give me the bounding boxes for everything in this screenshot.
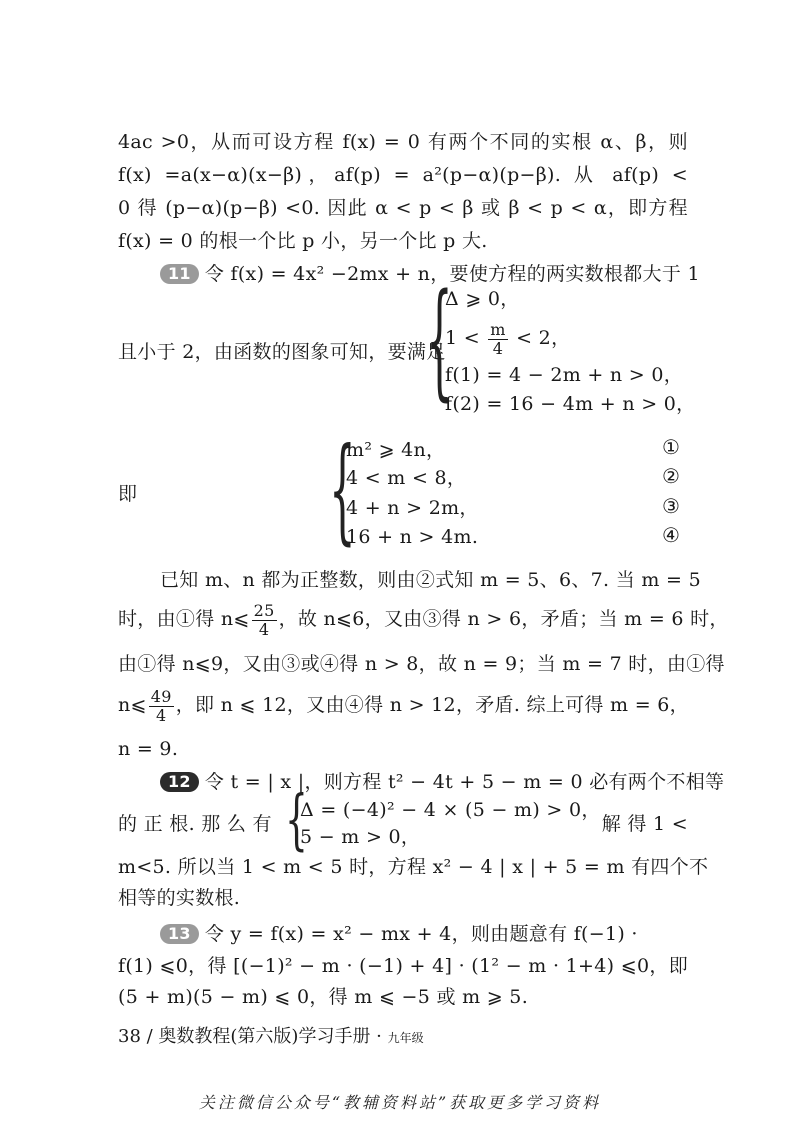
fraction-denominator: 4 xyxy=(492,338,504,358)
grade-label: 九年级 xyxy=(387,1031,424,1045)
p11-text-3: 由①得 n⩽9，又由③或④得 n > 8，故 n = 9；当 m = 7 时，由①得 xyxy=(118,653,725,675)
fraction-denominator: 4 xyxy=(156,705,167,725)
p12-tail: 解 得 1 < xyxy=(601,813,688,835)
sys1-row-2-right: < 2， xyxy=(509,327,571,349)
p10-line-2: f(x) =a(x−α)(x−β)，af(p) = a²(p−α)(p−β). 从 af(p) < xyxy=(118,164,688,186)
circled-4: ④ xyxy=(662,523,680,547)
p13-line-1-text: 令 y = f(x) = x² − mx + 4，则由题意有 f(−1) · xyxy=(204,923,638,945)
sys2-row-3: 4 + n > 2m， xyxy=(346,497,479,519)
sys1-row-4: f(2) = 16 − 4m + n > 0， xyxy=(445,393,696,415)
watermark-text: 关注微信公众号“教辅资料站”获取更多学习资料 xyxy=(198,1093,602,1112)
page-number: 38 xyxy=(118,1026,141,1047)
fraction-25-over-4 xyxy=(252,602,277,639)
problem-13-badge: 13 xyxy=(160,924,199,944)
system-brace-1: { xyxy=(426,267,453,414)
sys2-row-4: 16 + n > 4m. xyxy=(346,526,479,548)
p11-text-5: n = 9. xyxy=(118,738,179,760)
p13-line-2: f(1) ⩽0，得 [(−1)² − m · (−1) + 4] · (1² − m · 1+4) ⩽0，即 xyxy=(118,955,688,977)
sys2-row-1: m² ⩾ 4n， xyxy=(346,439,446,461)
sys1-row-2 xyxy=(445,318,685,358)
fraction-numerator: 25 xyxy=(253,600,275,620)
circled-2: ② xyxy=(662,464,680,488)
p11-text-4 xyxy=(118,683,688,727)
problem-11-badge: 11 xyxy=(160,264,199,284)
p12-sys-row-2: 5 − m > 0， xyxy=(300,826,421,848)
p12-line-1-text: 令 t = | x |，则方程 t² − 4t + 5 − m = 0 必有两个不相等 xyxy=(204,771,725,793)
circled-1: ① xyxy=(662,435,680,459)
p11-text-1: 已知 m、n 都为正整数，则由②式知 m = 5、6、7. 当 m = 5 xyxy=(160,569,701,591)
fraction-numerator: m xyxy=(490,319,506,339)
circled-3: ③ xyxy=(662,494,680,518)
p11-text-2a: 时，由①得 n⩽ xyxy=(118,608,250,630)
fraction-numerator: 49 xyxy=(150,686,172,706)
sys1-row-1: Δ ⩾ 0， xyxy=(445,288,520,310)
fraction-m-over-4 xyxy=(488,321,507,358)
sys1-row-2-left: 1 < xyxy=(445,327,487,349)
p12-sys-row-1: Δ = (−4)² − 4 × (5 − m) > 0， xyxy=(300,799,601,821)
p12-line-3: m<5. 所以当 1 < m < 5 时，方程 x² − 4 | x | + 5 = m 有四个不 xyxy=(118,856,709,878)
p10-line-3: 0 得 (p−α)(p−β) <0. 因此 α < p < β 或 β < p < α，即方程 xyxy=(118,197,688,219)
system-brace-3: { xyxy=(285,781,308,858)
ji-label: 即 xyxy=(118,483,138,505)
p12-line-1 xyxy=(160,770,725,794)
p11-text-2 xyxy=(118,597,729,641)
fraction-49-over-4 xyxy=(149,688,174,725)
sys1-row-3: f(1) = 4 − 2m + n > 0， xyxy=(445,364,684,386)
book-title: / 奥数教程(第六版)学习手册 · xyxy=(140,1026,388,1047)
p11-lead: 且小于 2，由函数的图象可知，要满足 xyxy=(118,341,446,363)
p11-line-1-text: 令 f(x) = 4x² −2mx + n，要使方程的两实数根都大于 1 xyxy=(204,263,700,285)
p12-lead: 的 正 根. 那 么 有 xyxy=(118,813,272,835)
p11-text-4a: n⩽ xyxy=(118,694,147,716)
page-footer xyxy=(118,1022,424,1048)
fraction-denominator: 4 xyxy=(258,619,270,639)
p13-line-1 xyxy=(160,922,688,946)
p13-line-3: (5 + m)(5 − m) ⩽ 0，得 m ⩽ −5 或 m ⩾ 5. xyxy=(118,986,529,1008)
p11-line-1 xyxy=(160,262,700,286)
p10-line-4: f(x) = 0 的根一个比 p 小，另一个比 p 大. xyxy=(118,230,488,252)
problem-12-badge: 12 xyxy=(160,772,199,792)
p10-line-1: 4ac >0，从而可设方程 f(x) = 0 有两个不同的实根 α、β，则 xyxy=(118,131,688,153)
system-brace-2: { xyxy=(329,424,356,557)
p12-line-4: 相等的实数根. xyxy=(118,887,241,909)
p11-text-2b: ，故 n⩽6，又由③得 n > 6，矛盾；当 m = 6 时， xyxy=(278,608,729,630)
p11-text-4b: ，即 n ⩽ 12，又由④得 n > 12，矛盾. 综上可得 m = 6， xyxy=(175,694,689,716)
sys2-row-2: 4 < m < 8， xyxy=(346,467,467,489)
